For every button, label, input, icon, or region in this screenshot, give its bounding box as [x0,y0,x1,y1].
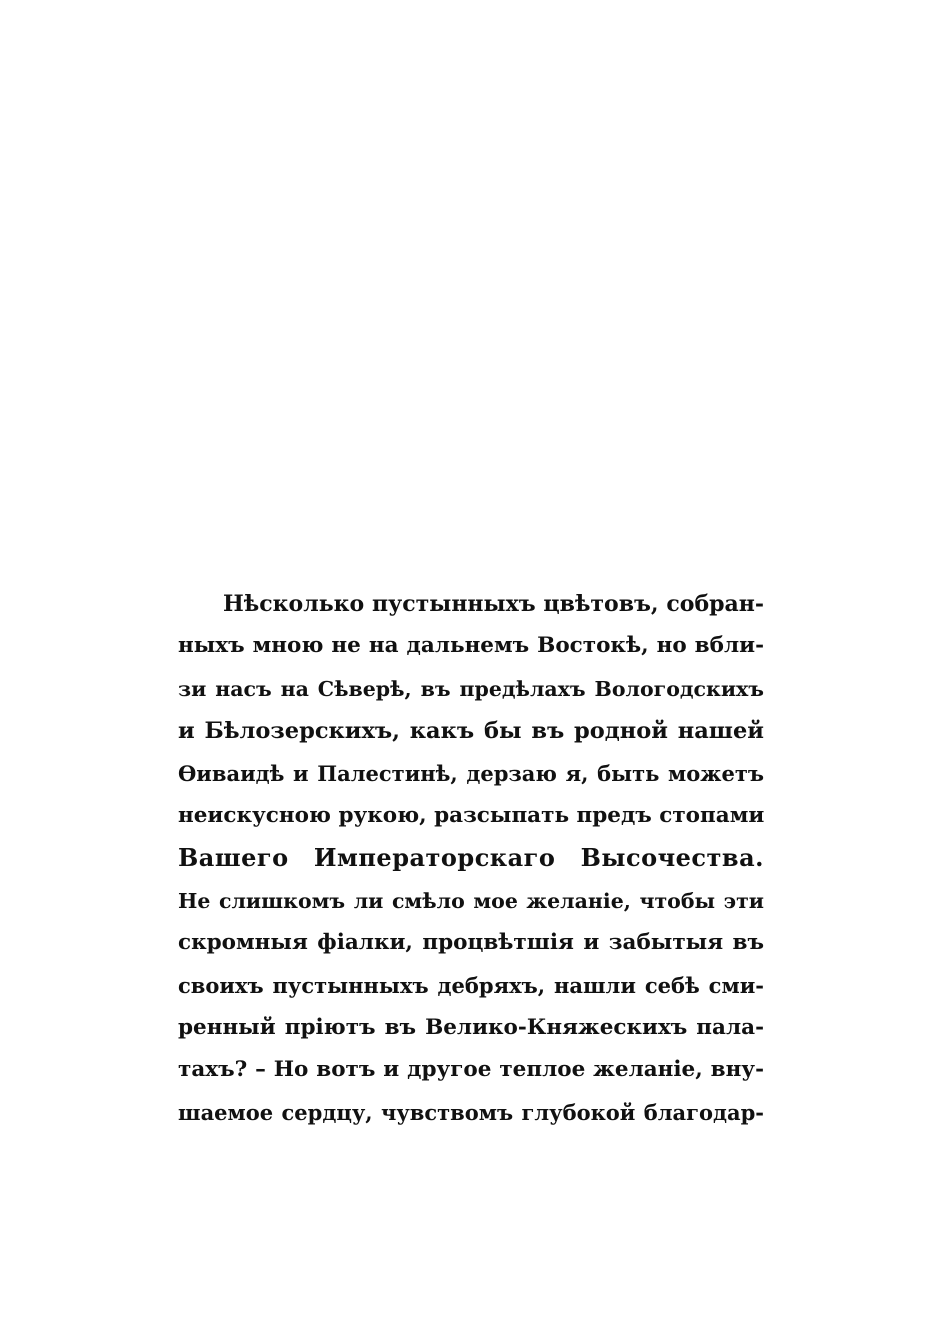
text-line: ныхъ мною не на дальнемъ Востокѣ, но вбли- [178,633,764,659]
text-line: Вашего Императорскаго Высочества. [178,843,764,873]
text-line: своихъ пустынныхъ дебряхъ, нашли себѣ сми- [178,972,764,998]
text-line: неискусною рукою, разсыпать предъ стопами [178,802,765,828]
text-line: зи насъ на Сѣверѣ, въ предѣлахъ Вологодскихъ [178,676,764,701]
text-line: шаемое сердцу, чувствомъ глубокой благодар- [178,1099,764,1125]
dedication-paragraph [178,583,764,1134]
text-line: ренный пріютъ въ Велико-Княжескихъ пала- [178,1014,764,1040]
text-line: скромныя фіалки, процвѣтшія и забытыя въ [178,930,764,956]
text-line: тахъ? – Но вотъ и другое теплое желаніе, вну- [178,1057,764,1083]
text-line: и Бѣлозерскихъ, какъ бы въ родной нашей [178,718,764,745]
text-line: Не слишкомъ ли смѣло мое желаніе, чтобы эти [178,888,764,913]
text-line: Нѣсколько пустынныхъ цвѣтовъ, собран- [223,591,764,617]
text-line: Ѳиваидѣ и Палестинѣ, дерзаю я, быть можетъ [178,760,764,786]
